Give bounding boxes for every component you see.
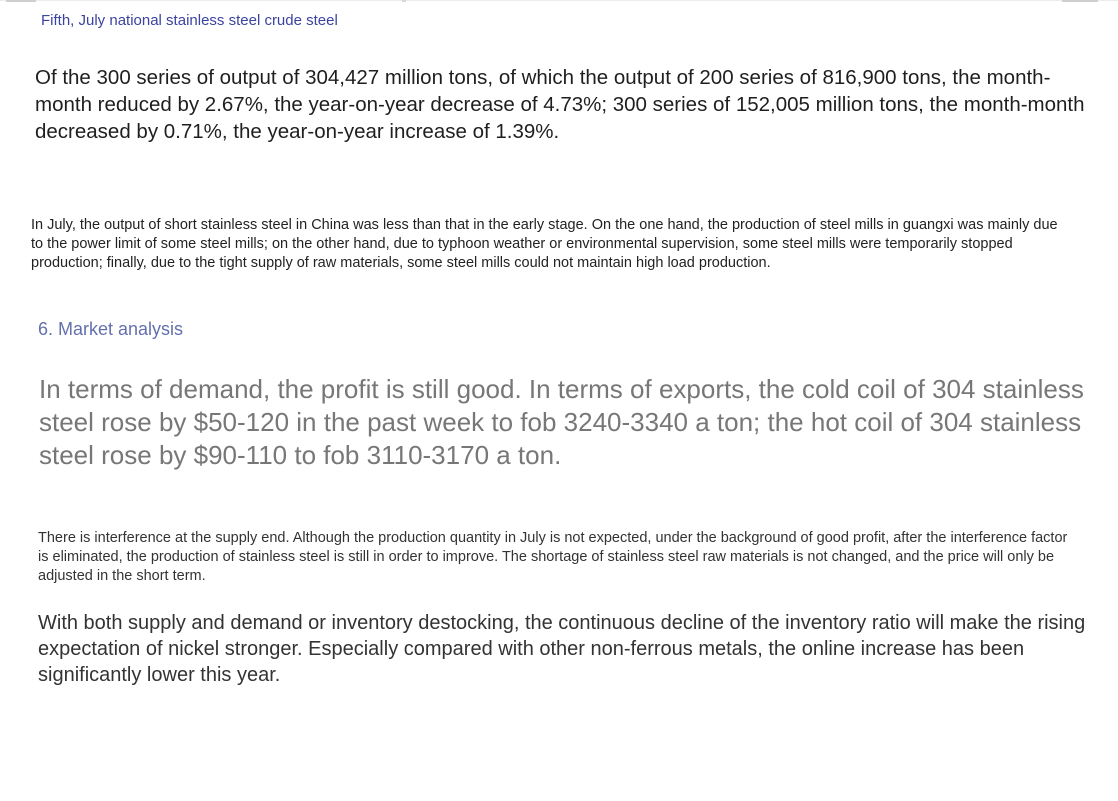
paragraph-inventory-outlook: With both supply and demand or inventory destocking, the continuous decline of the inventory ratio will make the rising expectation of nickel stronger. Especially compared with other non-ferrous metals, the online increase has been significantly lower this year. [38,612,1086,686]
scroll-edge-marker-left [6,0,36,2]
paragraph-output-figures: Of the 300 series of output of 304,427 million tons, of which the output of 200 series of 816,900 tons, the month-month reduced by 2.67%, the year-on-year decrease of 4.73%; 300 series of 152,005 million tons, the month-month decreased by 0.71%, the year-on-year increase of 1.39%. [35,66,1085,143]
paragraph-july-output: In July, the output of short stainless steel in China was less than that in the early stage. On the one hand, the production of steel mills in guangxi was mainly due to the power limit of some steel mills; on the other hand, due to typhoon weather or environmental supervision, some steel mills were temporarily stopped production; finally, due to the tight supply of raw materials, some steel mills could not maintain high load production. [31,217,1058,271]
paragraph-demand-exports: In terms of demand, the profit is still good. In terms of exports, the cold coil of 304 stainless steel rose by $50-120 in the past week to fob 3240-3340 a ton; the hot coil of 304 stainless steel rose by $90-110 to fob 3110-3170 a ton. [39,374,1084,470]
scroll-edge-marker-center [402,0,406,2]
page-top-border [0,0,1118,1]
scroll-edge-marker-right [1062,0,1098,2]
section-heading-market-analysis: 6. Market analysis [38,319,184,339]
paragraph-supply-interference: There is interference at the supply end. Although the production quantity in July is not expected, under the background of good profit, after the interference factor is eliminated, the production of stainless steel is still in order to improve. The shortage of stainless steel raw materials is not changed, and the price will only be adjusted in the short term. [38,530,1068,584]
section-heading-crude-steel: Fifth, July national stainless steel crude steel [41,12,338,29]
